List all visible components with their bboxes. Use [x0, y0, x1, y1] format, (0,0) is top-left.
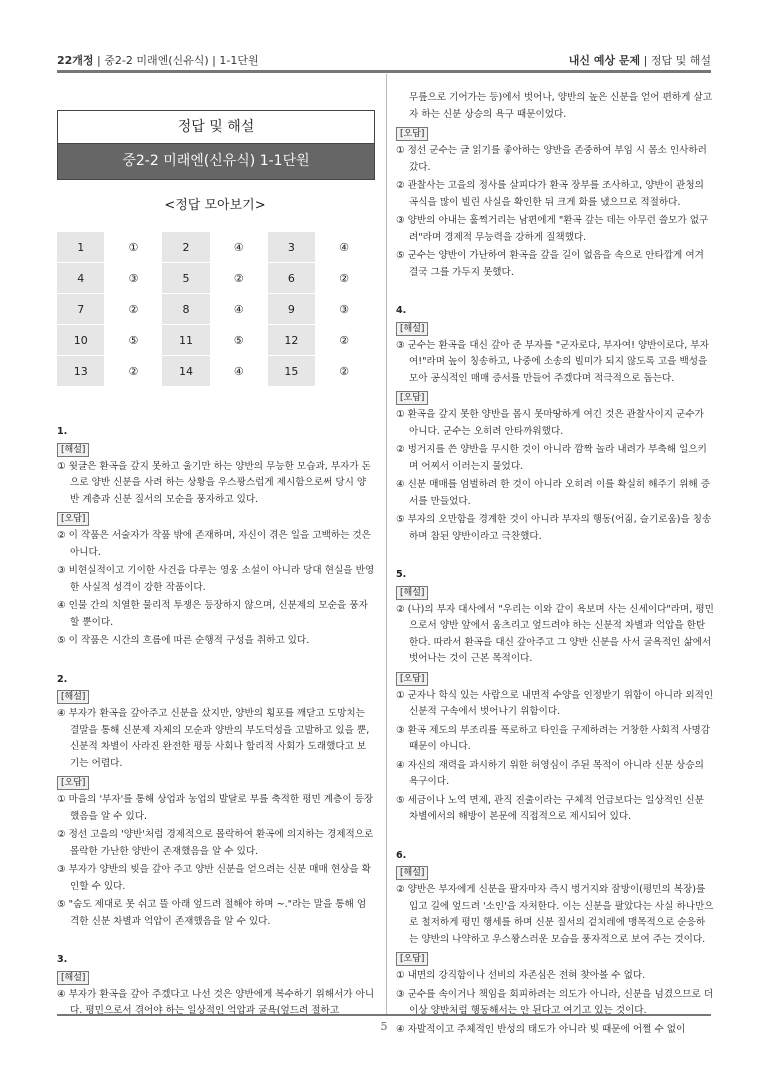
question-number: 8	[162, 294, 209, 325]
odap-tag: [오답]	[396, 127, 428, 141]
explanation-section	[57, 952, 375, 1020]
header-edition: 22개정	[57, 54, 94, 67]
haeseol-tag: [해설]	[57, 443, 89, 457]
question-number: 3	[268, 232, 315, 263]
column-divider	[386, 74, 387, 1014]
header-doc-title: 내신 예상 문제	[568, 54, 641, 67]
question-number: 13	[57, 356, 104, 387]
section-gap	[396, 283, 714, 297]
header-course-info	[57, 52, 259, 68]
question-number-heading: 3.	[57, 954, 68, 965]
question-number-heading: 6.	[396, 849, 407, 861]
explanation-section	[396, 567, 714, 826]
wrong-answer-item: ④ 인물 간의 치열한 물리적 투쟁은 등장하지 않으며, 신분제의 모순을 풍자할 뿐이다.	[57, 600, 368, 628]
odap-tag: [오답]	[57, 512, 89, 526]
odap-tag: [오답]	[396, 672, 428, 686]
wrong-answer-item: ① 정선 군수는 글 읽기를 좋아하는 양반을 존중하여 부임 시 몸소 인사하러 갔다.	[396, 145, 707, 173]
answer-choice: ②	[315, 325, 373, 356]
odap-row	[396, 950, 714, 968]
odap-tag: [오답]	[396, 952, 428, 966]
title-unit: 중2-2 미래엔(신유식) 1-1단원	[58, 144, 374, 179]
answer-choice: ②	[315, 356, 373, 387]
section-gap	[396, 828, 714, 842]
answer-choice: ④	[315, 232, 373, 263]
question-number: 4	[57, 263, 104, 294]
wrong-answer-item: ④ 자신의 재력을 과시하기 위한 허영심이 주된 목적이 아니라 신분 상승의 욕구이다.	[396, 759, 704, 787]
haeseol-row	[396, 320, 714, 338]
explanation-item: ④ 부자가 환곡을 갚아 주겠다고 나선 것은 양반에게 복수하기 위해서가 아니다. 평민으로서 겪어야 하는 일상적인 억압과 굴욕(엎드려 절하고	[57, 988, 375, 1016]
answer-choice: ③	[315, 294, 373, 325]
haeseol-tag: [해설]	[396, 866, 428, 880]
question-number-heading: 5.	[396, 569, 407, 580]
explanation-section	[57, 672, 375, 931]
answer-choice: ②	[210, 263, 268, 294]
question-number: 12	[268, 325, 315, 356]
title-box	[57, 110, 375, 180]
question-number-heading: 4.	[396, 305, 407, 316]
wrong-answer-item: ① 마을의 '부자'를 통해 상업과 농업의 발달로 부를 축적한 평민 계층이 등장했음을 알 수 있다.	[57, 794, 374, 822]
wrong-answer-item: ③ 부자가 양반의 빚을 갚아 주고 양반 신분을 얻으려는 신분 매매 현상을 확인할 수 있다.	[57, 864, 371, 892]
title-heading: 정답 및 해설	[58, 111, 374, 144]
section-gap	[57, 652, 375, 666]
wrong-answer-item: ② 이 작품은 서술자가 작품 밖에 존재하며, 자신이 겪은 일을 고백하는 것은 아니다.	[57, 530, 371, 558]
question-number: 2	[162, 232, 209, 263]
odap-tag: [오답]	[57, 776, 89, 790]
answer-choice: ①	[104, 232, 162, 263]
haeseol-row	[57, 969, 375, 987]
answer-row	[57, 325, 373, 356]
question-number: 5	[162, 263, 209, 294]
question-number: 6	[268, 263, 315, 294]
header-rule	[57, 70, 711, 73]
right-column	[396, 90, 714, 1054]
continued-odap-list	[396, 143, 714, 281]
answer-choice: ⑤	[104, 325, 162, 356]
wrong-answer-item: ② 정선 고을의 '양반'처럼 경제적으로 몰락하여 환곡에 의지하는 경제적으로 몰락한 가난한 양반이 존재했음을 알 수 있다.	[57, 829, 374, 857]
haeseol-tag: [해설]	[57, 971, 89, 985]
wrong-answer-item: ① 환곡을 갚지 못한 양반을 몹시 못마땅하게 여긴 것은 관찰사이지 군수가 아니다. 군수는 오히려 안타까워했다.	[396, 409, 704, 437]
answer-row	[57, 294, 373, 325]
wrong-answer-item: ⑤ 이 작품은 시간의 흐름에 따른 순행적 구성을 취하고 있다.	[57, 635, 310, 646]
explanation-item: ④ 부자가 환곡을 갚아주고 신분을 샀지만, 양반의 횡포를 깨닫고 도망치는 결말을 통해 신분제 자체의 모순과 양반의 부도덕성을 고발하고 있을 뿐, 신분적 차별이 사라진 완전한 평등 사회나 합리적 사회가 도래했다고 보기는 어렵다.	[57, 708, 370, 769]
question-number: 9	[268, 294, 315, 325]
question-number: 1	[57, 232, 104, 263]
question-number: 7	[57, 294, 104, 325]
answer-choice: ②	[104, 294, 162, 325]
section-gap	[57, 932, 375, 946]
haeseol-row	[396, 584, 714, 602]
odap-tag: [오답]	[396, 391, 428, 405]
wrong-answer-item: ① 군자나 학식 있는 사람으로 내면적 수양을 인정받기 위함이 아니라 외적인 신분적 구속에서 벗어나기 위함이다.	[396, 689, 714, 717]
answer-row	[57, 263, 373, 294]
question-number: 15	[268, 356, 315, 387]
answer-table	[57, 232, 373, 387]
wrong-answer-item: ② 관찰사는 고을의 정사를 살피다가 환곡 장부를 조사하고, 양반이 관청의 곡식을 많이 빌린 사실을 확인한 뒤 크게 화를 냈으므로 적절하다.	[396, 180, 704, 208]
answer-choice: ③	[104, 263, 162, 294]
wrong-answer-item: ③ 양반의 아내는 훌쩍거리는 남편에게 "환곡 갚는 데는 아무런 쓸모가 없구려"라며 경제적 무능력을 강하게 질책했다.	[396, 215, 709, 243]
answer-choice: ④	[210, 294, 268, 325]
answer-choice: ④	[210, 232, 268, 263]
wrong-answer-item: ⑤ 부자의 오만함을 경계한 것이 아니라 부자의 행동(어짊, 슬기로움)을 칭송하며 참된 양반이라고 극찬했다.	[396, 514, 712, 542]
explanation-item: ② (나)의 부자 대사에서 "우리는 이와 같이 욕보며 사는 신세이다"라며, 평민으로서 양반 앞에서 움츠리고 엎드려야 하는 신분적 차별과 억압을 한탄한다. 따라서 환곡을 대신 갚아주고 그 양반 신분을 사서 굴욕적인 삶에서 벗어나는 것이 근본 목적이다.	[396, 603, 714, 664]
odap-row	[57, 774, 375, 792]
odap-row	[396, 670, 714, 688]
page-number: 5	[380, 1020, 388, 1033]
answer-choice: ⑤	[210, 325, 268, 356]
wrong-answer-item: ③ 군수를 속이거나 책임을 회피하려는 의도가 아니라, 신분을 넘겼으므로 더 이상 양반처럼 행동해서는 안 된다고 여기고 있는 것이다.	[396, 988, 714, 1016]
wrong-answer-item: ① 내면의 강직함이나 선비의 자존심은 전혀 찾아볼 수 없다.	[396, 970, 646, 981]
page-header	[57, 48, 711, 68]
wrong-answer-item: ④ 자발적이고 주체적인 반성의 태도가 아니라 빚 때문에 어쩔 수 없이	[396, 1023, 686, 1035]
haeseol-tag: [해설]	[57, 690, 89, 704]
answer-summary-title: <정답 모아보기>	[164, 198, 266, 213]
wrong-answer-item: ③ 환곡 제도의 부조리를 폭로하고 타인을 구제하려는 거창한 사회적 사명감 때문이 아니다.	[396, 724, 711, 752]
haeseol-tag: [해설]	[396, 322, 428, 336]
wrong-answer-item: ⑤ 군수는 양반이 가난하여 환곡을 갚을 길이 없음을 속으로 안타깝게 여겨 결국 그를 가두지 못했다.	[396, 250, 704, 278]
haeseol-row	[396, 864, 714, 882]
question-number-heading: 2.	[57, 673, 68, 685]
question-number: 10	[57, 325, 104, 356]
answer-choice: ④	[210, 356, 268, 387]
odap-row	[396, 389, 714, 407]
section-gap	[396, 1040, 714, 1054]
haeseol-row	[57, 441, 375, 459]
header-doc-type	[569, 52, 711, 68]
explanation-section	[396, 303, 714, 545]
question-number: 11	[162, 325, 209, 356]
answer-choice: ②	[104, 356, 162, 387]
explanation-item: ① 윗글은 환곡을 갚지 못하고 울기만 하는 양반의 무능한 모습과, 부자가 돈으로 양반 신분을 사려 하는 상황을 우스꽝스럽게 제시함으로써 당시 양반 계층과 신분 질서의 모순을 풍자하고 있다.	[57, 460, 371, 505]
odap-row	[57, 510, 375, 528]
wrong-answer-item: ③ 비현실적이고 기이한 사건을 다루는 영웅 소설이 아니라 당대 현실을 반영한 사실적 성격이 강한 작품이다.	[57, 565, 375, 593]
question-number: 14	[162, 356, 209, 387]
section-gap	[396, 547, 714, 561]
wrong-answer-item: ⑤ "숨도 제대로 못 쉬고 뜰 아래 엎드려 절해야 하며 ~."라는 말을 통해 엄격한 신분 차별과 억압이 존재했음을 알 수 있다.	[57, 899, 367, 927]
explanation-section	[57, 424, 375, 650]
footer-rule	[57, 1014, 711, 1016]
wrong-answer-item: ④ 신분 매매를 엄벌하려 한 것이 아니라 오히려 이를 확실히 해주기 위해 증서를 만들었다.	[396, 479, 710, 507]
explanation-item: ② 양반은 부자에게 신분을 팔자마자 즉시 벙거지와 잠방이(평민의 복장)를 입고 길에 엎드려 '소인'을 자처한다. 이는 신분을 팔았다는 사실 하나만으로 철저하게 평민 행세를 하며 신분 질서의 겉치레에 맹목적으로 순응하는 양반의 나약하고 우스꽝스러운 모습을 풍자적으로 보여 주는 것이다.	[396, 884, 714, 945]
answer-choice: ②	[315, 263, 373, 294]
answer-row	[57, 232, 373, 263]
explanation-section	[396, 848, 714, 1039]
question-number-heading: 1.	[57, 426, 68, 437]
header-doc-sub: | 정답 및 해설	[640, 54, 711, 67]
header-course: | 중2-2 미래엔(신유식) | 1-1단원	[93, 54, 259, 67]
wrong-answer-item: ⑤ 세금이나 노역 면제, 관직 진출이라는 구체적 언급보다는 일상적인 신분 차별에서의 해방이 본문에 직접적으로 제시되어 있다.	[396, 794, 704, 822]
explanation-item: ③ 군수는 환곡을 대신 갚아 준 부자를 "군자로다, 부자여! 양반이로다, 부자여!"라며 높이 칭송하고, 나중에 소송의 빌미가 되지 않도록 고을 백성을 모아 공식적인 매매 증서를 만들어 주겠다며 적극적으로 돕는다.	[396, 339, 709, 384]
answer-row	[57, 356, 373, 387]
haeseol-row	[57, 688, 375, 706]
wrong-answer-item: ② 벙거지를 쓴 양반을 무시한 것이 아니라 깜짝 놀라 내려가 부축해 일으키며 어찌서 이러는지 물었다.	[396, 444, 707, 472]
right-sections	[396, 283, 714, 1054]
left-column	[57, 418, 375, 1036]
haeseol-tag: [해설]	[396, 586, 428, 600]
continued-text: 무릎으로 기어가는 등)에서 벗어나, 양반의 높은 신분을 얻어 편하게 살고자 하는 신분 상승의 욕구 때문이었다.	[409, 92, 712, 120]
